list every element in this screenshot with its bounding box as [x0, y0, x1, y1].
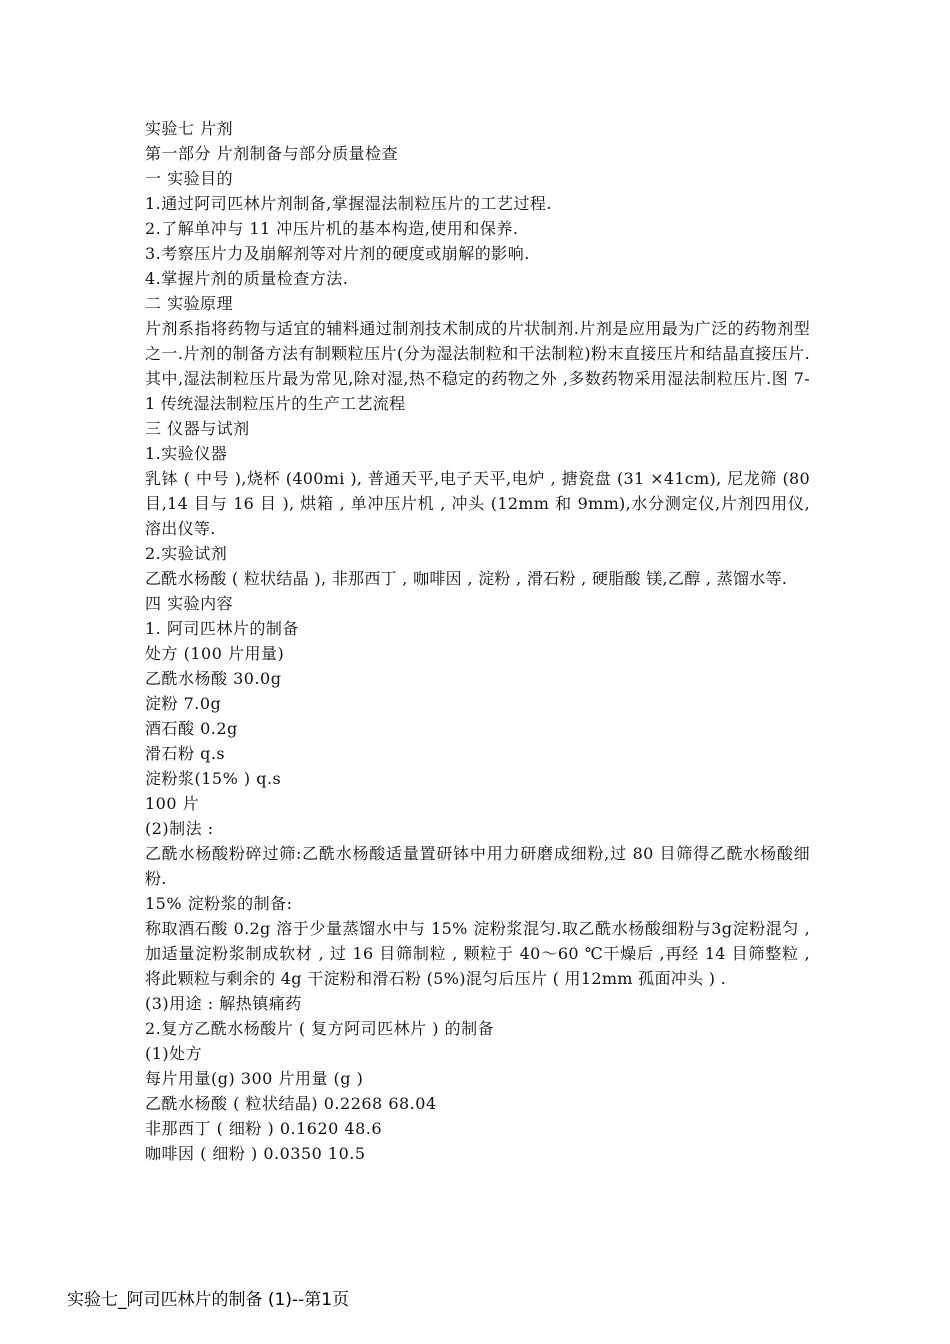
- text-line: 4.掌握片剂的质量检查方法.: [145, 269, 349, 288]
- text-line: 1.实验仪器: [145, 444, 228, 463]
- text-line: 滑石粉 q.s: [145, 744, 226, 763]
- text-line: 淀粉 7.0g: [145, 694, 222, 713]
- text-line: 实验七 片剂: [145, 119, 234, 138]
- text-line: 淀粉浆(15% ) q.s: [145, 769, 282, 788]
- text-paragraph: 称取酒石酸 0.2g 溶于少量蒸馏水中与 15% 淀粉浆混匀.取乙酰水杨酸细粉与3g淀粉混匀 , 加适量淀粉浆制成软材 , 过 16 目筛制粒 , 颗粒于 40～60 ℃干燥后 ,再经 14 目筛整粒 , 将此颗粒与剩余的 4g 干淀粉和滑石粉 (5%)混匀后压片 ( 用12mm 孤面冲头 ) .: [145, 919, 810, 988]
- text-line: 咖啡因 ( 细粉 ) 0.0350 10.5: [145, 1144, 366, 1163]
- text-line: 处方 (100 片用量): [145, 644, 285, 663]
- text-line: 酒石酸 0.2g: [145, 719, 238, 738]
- text-line: 非那西丁 ( 细粉 ) 0.1620 48.6: [145, 1119, 383, 1138]
- document-body: [145, 116, 810, 1166]
- text-line: 1. 阿司匹林片的制备: [145, 619, 299, 638]
- text-line: 乙酰水杨酸 ( 粒状结晶) 0.2268 68.04: [145, 1094, 437, 1113]
- text-paragraph: 片剂系指将药物与适宜的辅料通过制剂技术制成的片状制剂.片剂是应用最为广泛的药物剂型之一.片剂的制备方法有制颗粒压片(分为湿法制粒和干法制粒)粉末直接压片和结晶直接压片.其中,湿法制粒压片最为常见,除对湿,热不稳定的药物之外 ,多数药物采用湿法制粒压片.图 7-1 传统湿法制粒压片的生产工艺流程: [145, 319, 810, 413]
- text-line: 3.考察压片力及崩解剂等对片剂的硬度或崩解的影响.: [145, 244, 530, 263]
- page-footer: 实验七_阿司匹林片的制备 (1)--第1页: [67, 1290, 350, 1310]
- text-paragraph: 乙酰水杨酸 ( 粒状结晶 ), 非那西丁 , 咖啡因 , 淀粉 , 滑石粉 , 硬脂酸 镁,乙醇 , 蒸馏水等.: [145, 569, 788, 588]
- text-line: 100 片: [145, 794, 200, 813]
- text-line: 2.实验试剂: [145, 544, 228, 563]
- text-line: (2)制法 :: [145, 819, 214, 838]
- text-paragraph: 乳钵 ( 中号 ),烧杯 (400mi ), 普通天平,电子天平,电炉 , 搪瓷盘 (31 ×41cm), 尼龙筛 (80 目,14 目与 16 目 ), 烘箱 , 单冲压片机 , 冲头 (12mm 和 9mm),水分测定仪,片剂四用仪, 溶出仪等.: [145, 469, 810, 538]
- text-line: (1)处方: [145, 1044, 203, 1063]
- text-line: 乙酰水杨酸 30.0g: [145, 669, 282, 688]
- text-paragraph: 乙酰水杨酸粉碎过筛:乙酰水杨酸适量置研钵中用力研磨成细粉,过 80 目筛得乙酰水杨酸细粉.: [145, 844, 810, 888]
- text-line: 三 仪器与试剂: [145, 419, 250, 438]
- text-line: (3)用途 : 解热镇痛药: [145, 994, 302, 1013]
- text-line: 每片用量(g) 300 片用量 (g ): [145, 1069, 364, 1088]
- text-line: 2.复方乙酰水杨酸片 ( 复方阿司匹林片 ) 的制备: [145, 1019, 495, 1038]
- text-line: 2.了解单冲与 11 冲压片机的基本构造,使用和保养.: [145, 219, 519, 238]
- text-line: 第一部分 片剂制备与部分质量检查: [145, 144, 399, 163]
- text-line: 一 实验目的: [145, 169, 234, 188]
- text-line: 二 实验原理: [145, 294, 234, 313]
- text-line: 15% 淀粉浆的制备:: [145, 894, 293, 913]
- text-line: 四 实验内容: [145, 594, 234, 613]
- text-line: 1.通过阿司匹林片剂制备,掌握湿法制粒压片的工艺过程.: [145, 194, 552, 213]
